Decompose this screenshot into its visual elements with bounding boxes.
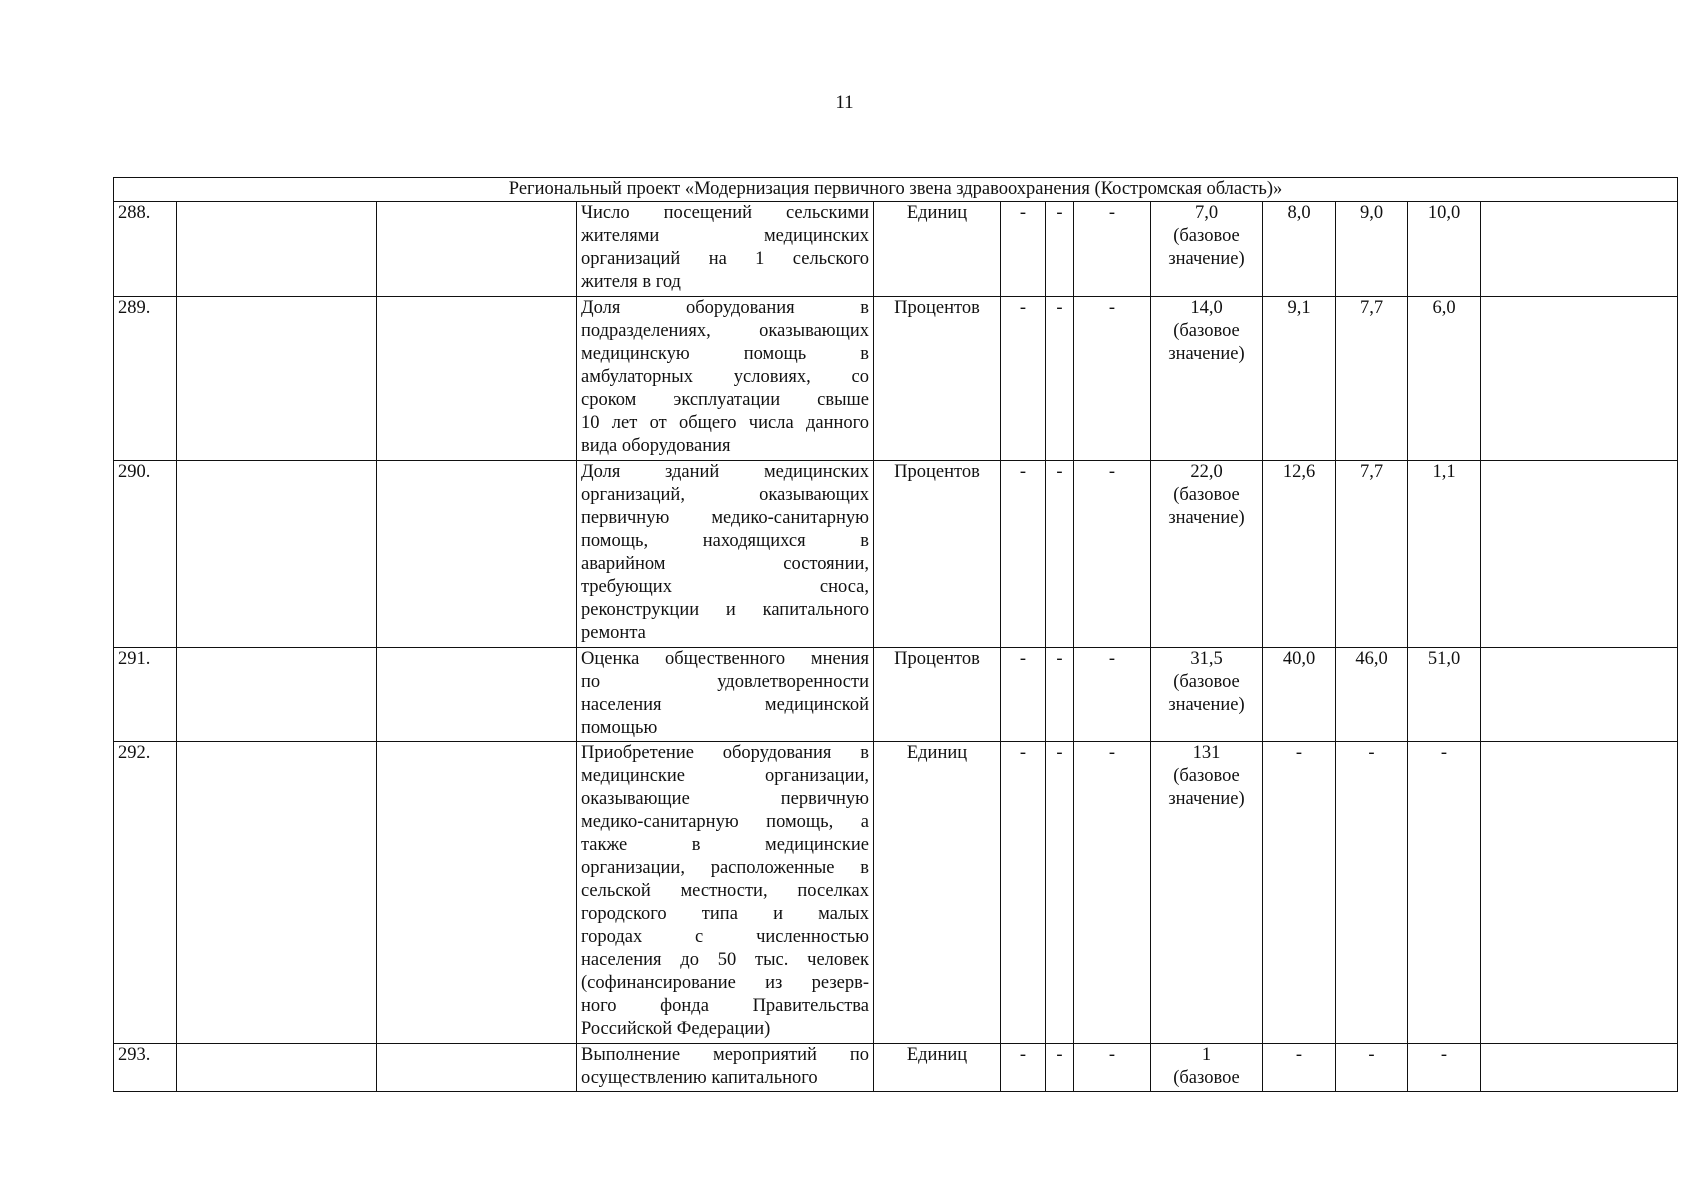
target-value-cell: 51,0: [1408, 648, 1481, 742]
empty-cell: [177, 461, 377, 648]
base-value-label: (базовое: [1173, 672, 1240, 692]
indicator-name-line: Выполнение мероприятий по: [581, 1045, 869, 1065]
empty-cell: [1481, 648, 1678, 742]
row-number: 292.: [114, 742, 177, 1044]
dash-cell: -: [1046, 1044, 1074, 1092]
indicator-name: [577, 648, 874, 742]
row-number: 291.: [114, 648, 177, 742]
unit-cell: Процентов: [874, 461, 1001, 648]
unit-cell: Процентов: [874, 297, 1001, 461]
row-number: 290.: [114, 461, 177, 648]
empty-cell: [377, 742, 577, 1044]
indicator-name-line: организаций на 1 сельского: [581, 249, 869, 269]
table-row: [114, 648, 1678, 742]
base-value-label: (базовое: [1173, 321, 1240, 341]
row-number: 288.: [114, 202, 177, 297]
indicator-name-line: населения медицинской: [581, 695, 869, 715]
indicator-name-line: организации, расположенные в: [581, 858, 869, 878]
indicator-name-line: реконструкции и капитального: [581, 600, 869, 620]
dash-cell: -: [1001, 742, 1046, 1044]
dash-cell: -: [1074, 297, 1151, 461]
indicator-name-line: первичную медико-санитарную: [581, 508, 869, 528]
target-value-cell: -: [1263, 1044, 1336, 1092]
target-value-cell: 9,0: [1336, 202, 1408, 297]
empty-cell: [1481, 1044, 1678, 1092]
indicator-name-line: сроком эксплуатации свыше: [581, 390, 869, 410]
indicator-name: [577, 202, 874, 297]
table-row: [114, 297, 1678, 461]
unit-cell: Процентов: [874, 648, 1001, 742]
unit-cell: Единиц: [874, 742, 1001, 1044]
indicator-name-line: жителя в год: [581, 272, 681, 292]
empty-cell: [1481, 202, 1678, 297]
empty-cell: [377, 1044, 577, 1092]
target-value-cell: -: [1336, 1044, 1408, 1092]
dash-cell: -: [1001, 297, 1046, 461]
dash-cell: -: [1074, 1044, 1151, 1092]
base-value-cell: [1151, 297, 1263, 461]
target-value-cell: -: [1408, 1044, 1481, 1092]
table-row: [114, 742, 1678, 1044]
target-value-cell: -: [1263, 742, 1336, 1044]
empty-cell: [177, 297, 377, 461]
indicator-table: [113, 177, 1678, 1092]
unit-cell: Единиц: [874, 1044, 1001, 1092]
base-value-label: значение): [1168, 249, 1245, 269]
indicator-name: [577, 742, 874, 1044]
indicator-name-line: ного фонда Правительства: [581, 996, 869, 1016]
dash-cell: -: [1074, 648, 1151, 742]
indicator-name-line: осуществлению капитального: [581, 1068, 818, 1088]
base-value: 14,0: [1190, 298, 1223, 318]
indicator-name-line: городского типа и малых: [581, 904, 869, 924]
indicator-name-line: также в медицинские: [581, 835, 869, 855]
base-value-label: значение): [1168, 344, 1245, 364]
base-value-label: значение): [1168, 789, 1245, 809]
base-value-label: (базовое: [1173, 226, 1240, 246]
empty-cell: [177, 1044, 377, 1092]
target-value-cell: 7,7: [1336, 297, 1408, 461]
target-value-cell: 12,6: [1263, 461, 1336, 648]
dash-cell: -: [1046, 742, 1074, 1044]
indicator-name-line: вида оборудования: [581, 436, 731, 456]
table-title-row: [114, 178, 1678, 202]
base-value-label: (базовое: [1173, 1068, 1240, 1088]
base-value: 22,0: [1190, 462, 1223, 482]
indicator-name-line: оказывающие первичную: [581, 789, 869, 809]
base-value-label: (базовое: [1173, 766, 1240, 786]
indicator-name: [577, 297, 874, 461]
indicator-name-line: медико-санитарную помощь, а: [581, 812, 869, 832]
base-value: 1: [1201, 1045, 1212, 1065]
table-title: Региональный проект «Модернизация первичного звена здравоохранения (Костромская область)»: [114, 178, 1678, 202]
target-value-cell: 6,0: [1408, 297, 1481, 461]
empty-cell: [1481, 461, 1678, 648]
indicator-name-line: Российской Федерации): [581, 1019, 771, 1039]
indicator-name-line: требующих сноса,: [581, 577, 869, 597]
target-value-cell: -: [1336, 742, 1408, 1044]
dash-cell: -: [1046, 461, 1074, 648]
base-value: 7,0: [1194, 203, 1219, 223]
table-row: [114, 461, 1678, 648]
dash-cell: -: [1001, 202, 1046, 297]
target-value-cell: 46,0: [1336, 648, 1408, 742]
base-value-cell: [1151, 648, 1263, 742]
base-value-cell: [1151, 202, 1263, 297]
empty-cell: [377, 461, 577, 648]
indicator-name-line: сельской местности, поселках: [581, 881, 869, 901]
base-value-label: (базовое: [1173, 485, 1240, 505]
empty-cell: [377, 648, 577, 742]
table-row: [114, 202, 1678, 297]
target-value-cell: 7,7: [1336, 461, 1408, 648]
dash-cell: -: [1001, 461, 1046, 648]
dash-cell: -: [1046, 648, 1074, 742]
target-value-cell: 9,1: [1263, 297, 1336, 461]
base-value-cell: [1151, 1044, 1263, 1092]
indicator-name-line: медицинские организации,: [581, 766, 869, 786]
indicator-name-line: подразделениях, оказывающих: [581, 321, 869, 341]
base-value-label: значение): [1168, 695, 1245, 715]
dash-cell: -: [1074, 742, 1151, 1044]
page-number: 11: [835, 92, 854, 113]
target-value-cell: 40,0: [1263, 648, 1336, 742]
target-value-cell: -: [1408, 742, 1481, 1044]
indicator-name-line: организаций, оказывающих: [581, 485, 869, 505]
indicator-name-line: по удовлетворенности: [581, 672, 869, 692]
row-number: 293.: [114, 1044, 177, 1092]
unit-cell: Единиц: [874, 202, 1001, 297]
indicator-name: [577, 1044, 874, 1092]
indicator-name-line: помощью: [581, 718, 658, 738]
indicator-name-line: помощь, находящихся в: [581, 531, 869, 551]
row-number: 289.: [114, 297, 177, 461]
indicator-name-line: (софинансирование из резерв-: [581, 973, 869, 993]
empty-cell: [177, 202, 377, 297]
indicator-name-line: амбулаторных условиях, со: [581, 367, 869, 387]
dash-cell: -: [1046, 297, 1074, 461]
indicator-name-line: Оценка общественного мнения: [581, 649, 869, 669]
empty-cell: [177, 742, 377, 1044]
indicator-name-line: городах с численностью: [581, 927, 869, 947]
indicator-name-line: медицинскую помощь в: [581, 344, 869, 364]
target-value-cell: 10,0: [1408, 202, 1481, 297]
empty-cell: [1481, 742, 1678, 1044]
base-value-cell: [1151, 742, 1263, 1044]
base-value: 31,5: [1190, 649, 1223, 669]
target-value-cell: 1,1: [1408, 461, 1481, 648]
dash-cell: -: [1074, 202, 1151, 297]
indicator-name-line: Доля оборудования в: [581, 298, 869, 318]
indicator-name: [577, 461, 874, 648]
empty-cell: [377, 202, 577, 297]
base-value-label: значение): [1168, 508, 1245, 528]
empty-cell: [1481, 297, 1678, 461]
indicator-name-line: Приобретение оборудования в: [581, 743, 869, 763]
indicator-name-line: жителями медицинских: [581, 226, 869, 246]
indicator-name-line: ремонта: [581, 623, 646, 643]
dash-cell: -: [1001, 1044, 1046, 1092]
indicator-name-line: аварийном состоянии,: [581, 554, 869, 574]
base-value-cell: [1151, 461, 1263, 648]
target-value-cell: 8,0: [1263, 202, 1336, 297]
indicator-name-line: населения до 50 тыс. человек: [581, 950, 869, 970]
dash-cell: -: [1001, 648, 1046, 742]
empty-cell: [177, 648, 377, 742]
table-row: [114, 1044, 1678, 1092]
base-value: 131: [1192, 743, 1221, 763]
dash-cell: -: [1074, 461, 1151, 648]
indicator-name-line: Число посещений сельскими: [581, 203, 869, 223]
indicator-name-line: 10 лет от общего числа данного: [581, 413, 869, 433]
empty-cell: [377, 297, 577, 461]
indicator-name-line: Доля зданий медицинских: [581, 462, 869, 482]
dash-cell: -: [1046, 202, 1074, 297]
